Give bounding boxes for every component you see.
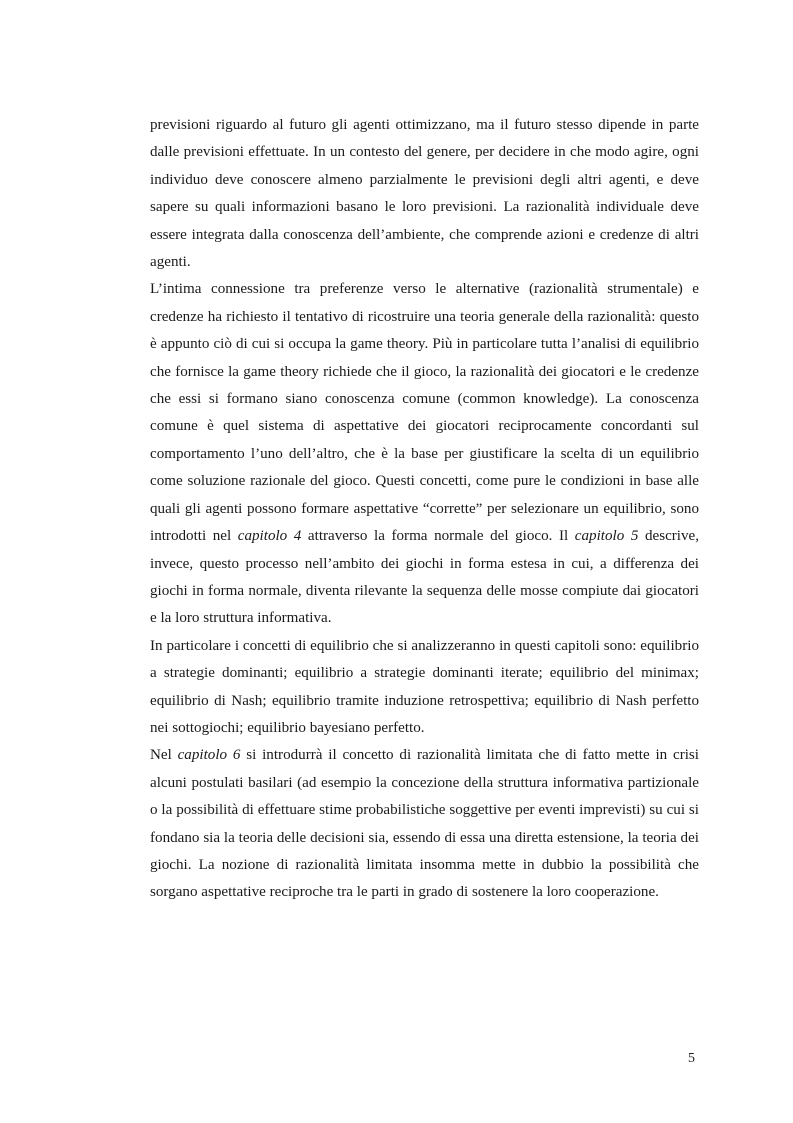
paragraph-2-text-c: descrive, invece, questo processo nell’ambito dei giochi in forma estesa in cui, a differenza dei giochi in forma normale, diventa rilevante la sequenza delle mosse compiute dai giocatori e la loro struttura informativa. <box>150 528 700 627</box>
paragraph-2-text-a: L’intima connessione tra preferenze verso le alternative (razionalità strumentale) e credenze ha richiesto il tentativo di ricostruire una teoria generale della razionalità: questo è appunto ciò di cui si occupa la game theory. Più in particolare tutta l’analisi di equilibrio che fornisce la game theory richiede che il gioco, la razionalità dei giocatori e le credenze che essi si formano siano conoscenza comune (common knowledge). La conoscenza comune è quel sistema di aspettative dei giocatori reciprocamente concordanti sul comportamento l’uno dell’altro, che è la base per giustificare la scelta di un equilibrio come soluzione razionale del gioco. Questi concetti, come pure le condizioni in base alle quali gli agenti possono formare aspettative “corrette” per selezionare un equilibrio, sono introdotti nel <box>150 281 699 545</box>
paragraph-3-text: In particolare i concetti di equilibrio che si analizzeranno in questi capitoli sono: equilibrio a strategie dominanti; equilibrio a strategie dominanti iterate; equilibrio del minimax; equilibrio di Nash; equilibrio tramite induzione retrospettiva; equilibrio di Nash perfetto nei sottogiochi; equilibrio bayesiano perfetto. <box>150 637 699 736</box>
paragraph-4 <box>150 742 699 906</box>
chapter-4-reference: capitolo 4 <box>237 528 302 545</box>
paragraph-2-text-b: attraverso la forma normale del gioco. Il <box>301 528 575 545</box>
paragraph-3 <box>150 633 699 743</box>
paragraph-1 <box>150 112 699 276</box>
paragraph-2 <box>150 276 699 632</box>
chapter-6-reference: capitolo 6 <box>177 747 241 764</box>
body-text <box>150 112 699 907</box>
paragraph-1-text: previsioni riguardo al futuro gli agenti ottimizzano, ma il futuro stesso dipende in parte dalle previsioni effettuate. In un contesto del genere, per decidere in che modo agire, ogni individuo deve conoscere almeno parzialmente le previsioni degli altri agenti, e deve sapere su quali informazioni basano le loro previsioni. La razionalità individuale deve essere integrata dalla conoscenza dell’ambiente, che comprende azioni e credenze di altri agenti. <box>150 117 699 271</box>
paragraph-4-text-b: si introdurrà il concetto di razionalità limitata che di fatto mette in crisi alcuni postulati basilari (ad esempio la concezione della struttura informativa partizionale o la possibilità di effettuare stime probabilistiche soggettive per eventi imprevisti) su cui si fondano sia la teoria delle decisioni sia, essendo di essa una diretta estensione, la teoria dei giochi. La nozione di razionalità limitata insomma mette in dubbio la possibilità che sorgano aspettative reciproche tra le parti in grado di sostenere la loro cooperazione. <box>150 747 699 901</box>
paragraph-4-text-a: Nel <box>150 747 178 764</box>
chapter-5-reference: capitolo 5 <box>574 528 639 545</box>
page-number: 5 <box>688 1051 695 1066</box>
